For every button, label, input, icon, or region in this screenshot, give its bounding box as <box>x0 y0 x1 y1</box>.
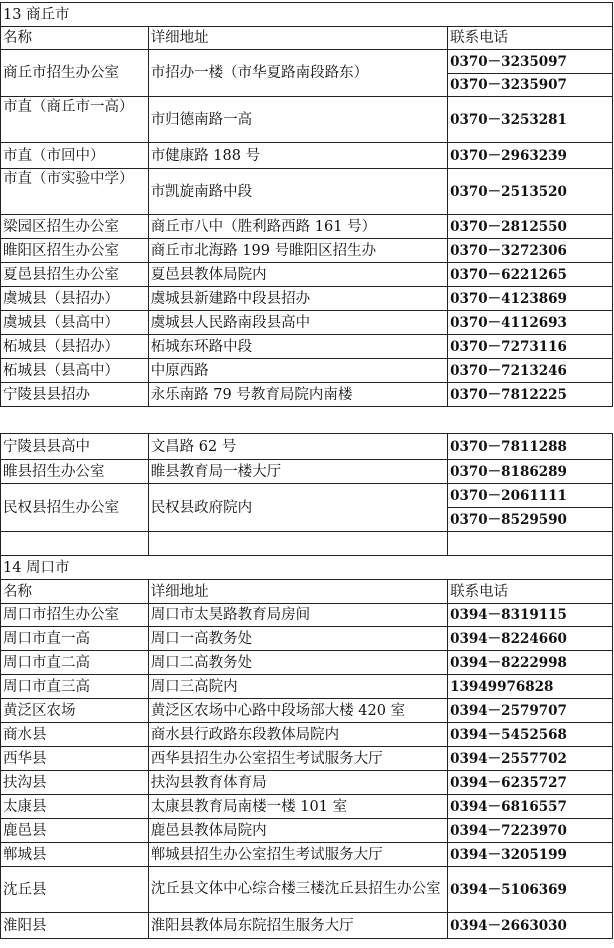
table-row <box>1 484 613 508</box>
table-row <box>1 723 613 747</box>
row-phone: 0394－8224660 <box>448 627 613 651</box>
shangqiu-table-part1 <box>0 2 613 407</box>
table-row <box>1 604 613 627</box>
row-address: 文昌路 62 号 <box>148 434 447 460</box>
row-phone: 0370－7213246 <box>448 359 613 383</box>
header-row <box>1 580 613 604</box>
row-name: 郸城县 <box>1 843 149 867</box>
row-phone: 0394－6235727 <box>448 771 613 795</box>
row-phone: 0370－3235907 <box>448 74 613 97</box>
row-address: 周口一高教务处 <box>148 627 447 651</box>
row-name: 梁园区招生办公室 <box>1 215 149 239</box>
row-address: 鹿邑县教体局院内 <box>148 819 447 843</box>
row-name: 周口市直一高 <box>1 627 149 651</box>
row-address: 商丘市北海路 199 号睢阳区招生办 <box>148 239 447 263</box>
row-name: 太康县 <box>1 795 149 819</box>
row-name: 扶沟县 <box>1 771 149 795</box>
row-name: 鹿邑县 <box>1 819 149 843</box>
row-name: 黄泛区农场 <box>1 699 149 723</box>
row-name: 商丘市招生办公室 <box>1 50 149 97</box>
row-name: 柘城县（县高中） <box>1 359 149 383</box>
table-row <box>1 335 613 359</box>
row-address: 民权县政府院内 <box>148 484 447 532</box>
row-address: 睢县教育局一楼大厅 <box>148 460 447 484</box>
table-row <box>1 867 613 913</box>
row-name: 沈丘县 <box>1 867 149 913</box>
row-name: 市直（商丘市一高） <box>1 97 149 143</box>
header-name: 名称 <box>1 27 149 50</box>
row-phone: 0370－4123869 <box>448 287 613 311</box>
row-address: 商水县行政路东段教体局院内 <box>148 723 447 747</box>
table-row <box>1 651 613 675</box>
table-row <box>1 795 613 819</box>
row-phone: 0370－7812225 <box>448 383 613 407</box>
header-address: 详细地址 <box>148 580 447 604</box>
row-address: 郸城县招生办公室招生考试服务大厅 <box>148 843 447 867</box>
row-address: 中原西路 <box>148 359 447 383</box>
row-phone: 0370－4112693 <box>448 311 613 335</box>
row-address: 虞城县新建路中段县招办 <box>148 287 447 311</box>
row-phone: 13949976828 <box>448 675 613 699</box>
row-address: 夏邑县教体局院内 <box>148 263 447 287</box>
section-title-row <box>1 3 613 27</box>
row-address: 扶沟县教育体育局 <box>148 771 447 795</box>
row-phone: 0394－8222998 <box>448 651 613 675</box>
row-name: 西华县 <box>1 747 149 771</box>
row-name: 宁陵县县招办 <box>1 383 149 407</box>
table-row <box>1 913 613 939</box>
table-row <box>1 434 613 460</box>
table-row <box>1 215 613 239</box>
row-phone: 0394－5106369 <box>448 867 613 913</box>
row-address: 商丘市八中（胜利路西路 161 号） <box>148 215 447 239</box>
row-address: 市健康路 188 号 <box>148 143 447 169</box>
row-address: 永乐南路 79 号教育局院内南楼 <box>148 383 447 407</box>
row-phone: 0370－2963239 <box>448 143 613 169</box>
table-row <box>1 50 613 74</box>
table-row <box>1 843 613 867</box>
row-name: 周口市招生办公室 <box>1 604 149 627</box>
row-address: 太康县教育局南楼一楼 101 室 <box>148 795 447 819</box>
row-phone: 0370－3272306 <box>448 239 613 263</box>
row-address: 淮阳县教体局东院招生服务大厅 <box>148 913 447 939</box>
row-name: 民权县招生办公室 <box>1 484 149 532</box>
table-row <box>1 287 613 311</box>
table-row <box>1 819 613 843</box>
section-title: 13 商丘市 <box>1 3 149 27</box>
table-row <box>1 383 613 407</box>
row-address: 沈丘县文体中心综合楼三楼沈丘县招生办公室 <box>148 867 447 913</box>
row-name: 淮阳县 <box>1 913 149 939</box>
row-phone: 0370－7273116 <box>448 335 613 359</box>
table-row <box>1 627 613 651</box>
spacer-row <box>1 532 613 556</box>
table-row <box>1 169 613 215</box>
table-row <box>1 97 613 143</box>
table-row <box>1 263 613 287</box>
row-phone: 0370－3235097 <box>448 50 613 74</box>
row-name: 市直（市实验中学） <box>1 169 149 215</box>
row-name: 商水县 <box>1 723 149 747</box>
row-address: 虞城县人民路南段县高中 <box>148 311 447 335</box>
row-address: 黄泛区农场中心路中段场部大楼 420 室 <box>148 699 447 723</box>
row-address: 西华县招生办公室招生考试服务大厅 <box>148 747 447 771</box>
row-phone: 0370－2061111 <box>448 484 613 508</box>
row-address: 市招办一楼（市华夏路南段路东） <box>148 50 447 97</box>
header-phone: 联系电话 <box>448 580 613 604</box>
table-row <box>1 675 613 699</box>
row-phone: 0370－8186289 <box>448 460 613 484</box>
row-name: 柘城县（县招办） <box>1 335 149 359</box>
header-address: 详细地址 <box>148 27 447 50</box>
header-phone: 联系电话 <box>448 27 613 50</box>
row-name: 周口市直二高 <box>1 651 149 675</box>
row-phone: 0394－3205199 <box>448 843 613 867</box>
table-row <box>1 771 613 795</box>
row-phone: 0394－5452568 <box>448 723 613 747</box>
row-address: 市归德南路一高 <box>148 97 447 143</box>
table-row <box>1 359 613 383</box>
row-phone: 0370－7811288 <box>448 434 613 460</box>
row-phone: 0370－8529590 <box>448 508 613 532</box>
table-row <box>1 460 613 484</box>
row-phone: 0394－2663030 <box>448 913 613 939</box>
row-name: 睢县招生办公室 <box>1 460 149 484</box>
row-name: 周口市直三高 <box>1 675 149 699</box>
row-address: 市凯旋南路中段 <box>148 169 447 215</box>
row-phone: 0370－2513520 <box>448 169 613 215</box>
row-phone: 0370－3253281 <box>448 97 613 143</box>
table-row <box>1 699 613 723</box>
row-phone: 0394－7223970 <box>448 819 613 843</box>
row-name: 虞城县（县高中） <box>1 311 149 335</box>
row-name: 市直（市回中） <box>1 143 149 169</box>
row-name: 宁陵县县高中 <box>1 434 149 460</box>
row-phone: 0394－2557702 <box>448 747 613 771</box>
row-phone: 0370－2812550 <box>448 215 613 239</box>
row-phone: 0394－6816557 <box>448 795 613 819</box>
row-name: 夏邑县招生办公室 <box>1 263 149 287</box>
row-address: 周口市太昊路教育局房间 <box>148 604 447 627</box>
table-row <box>1 311 613 335</box>
row-name: 虞城县（县招办） <box>1 287 149 311</box>
header-row <box>1 27 613 50</box>
header-name: 名称 <box>1 580 149 604</box>
row-phone: 0370－6221265 <box>448 263 613 287</box>
shangqiu-zhoukou-table <box>0 433 613 939</box>
row-name: 睢阳区招生办公室 <box>1 239 149 263</box>
section-title: 14 周口市 <box>1 556 149 580</box>
section-title-row <box>1 556 613 580</box>
row-address: 柘城东环路中段 <box>148 335 447 359</box>
row-address: 周口三高院内 <box>148 675 447 699</box>
row-phone: 0394－8319115 <box>448 604 613 627</box>
row-phone: 0394－2579707 <box>448 699 613 723</box>
table-row <box>1 239 613 263</box>
table-row <box>1 747 613 771</box>
table-row <box>1 143 613 169</box>
row-address: 周口二高教务处 <box>148 651 447 675</box>
